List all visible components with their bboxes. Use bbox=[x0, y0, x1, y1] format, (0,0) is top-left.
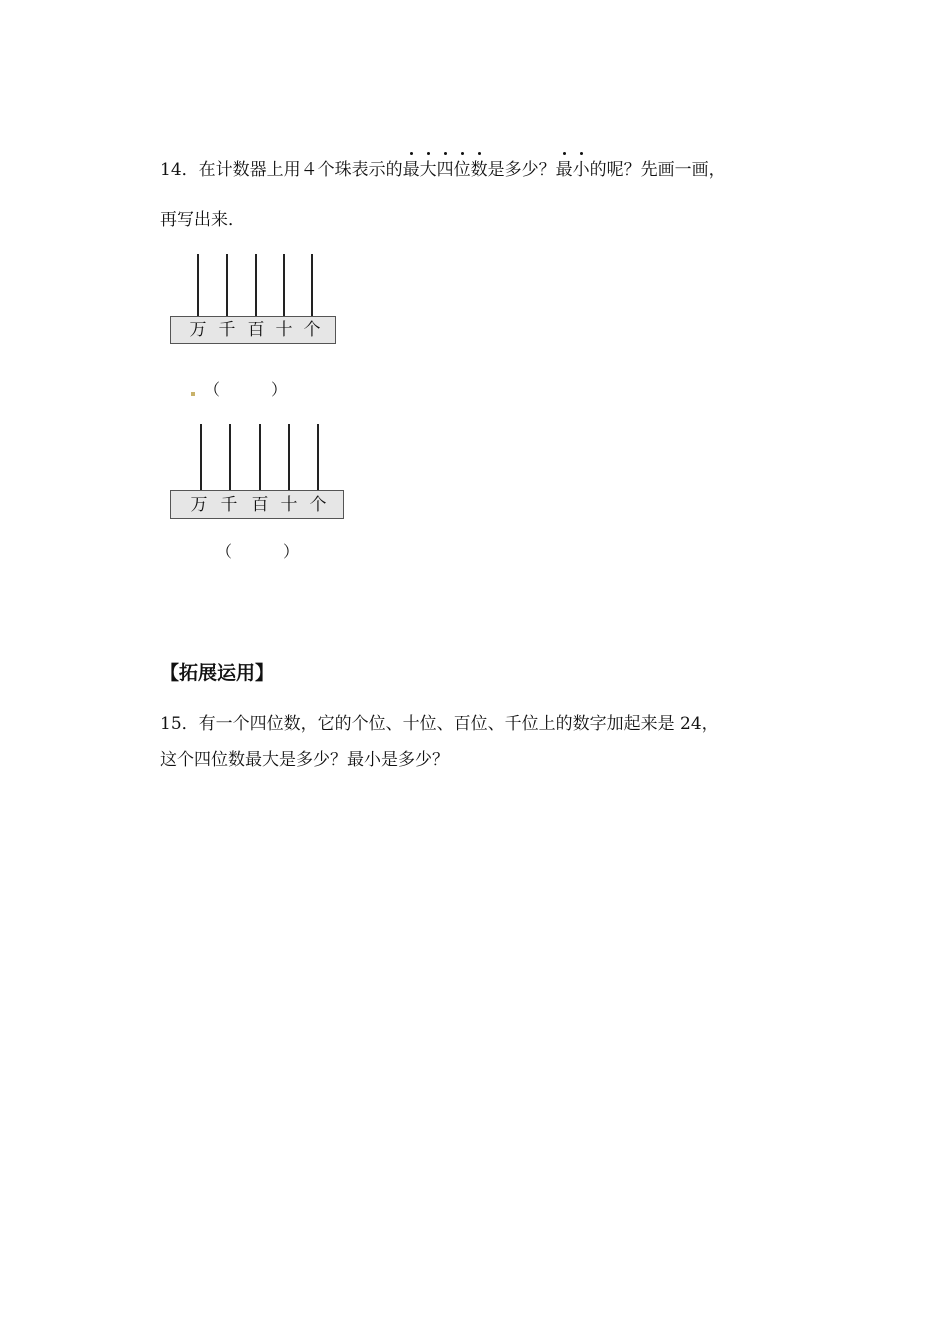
place-label-wan: 万 bbox=[190, 494, 208, 515]
abacus-rod bbox=[311, 254, 313, 316]
section-heading: 【拓展运用】 bbox=[160, 662, 275, 684]
emphasized-char: 数 bbox=[470, 160, 488, 180]
place-label-bai: 百 bbox=[247, 320, 265, 340]
answer-blank-open-2: （ bbox=[216, 542, 233, 561]
emphasized-char: 最 bbox=[555, 160, 573, 180]
place-label-shi: 十 bbox=[275, 320, 293, 340]
abacus-diagram-2 bbox=[170, 424, 344, 520]
emphasized-char: 大 bbox=[419, 160, 437, 180]
question-14-prefix: 14．在计数器上用４个珠表示的 bbox=[160, 160, 403, 180]
place-label-ge: 个 bbox=[303, 320, 321, 340]
emphasized-char: 四 bbox=[436, 160, 454, 180]
place-label-shi: 十 bbox=[280, 494, 298, 515]
place-label-qian: 千 bbox=[220, 494, 238, 515]
abacus-rod bbox=[317, 424, 319, 490]
answer-blank-open-1: （ bbox=[204, 380, 221, 399]
question-15-line-2: 这个四位数最大是多少？最小是多少？ bbox=[160, 750, 449, 770]
place-label-bai: 百 bbox=[251, 494, 269, 515]
abacus-rod bbox=[229, 424, 231, 490]
answer-blank-close-1: ） bbox=[271, 380, 288, 399]
abacus-rod bbox=[283, 254, 285, 316]
abacus-rod bbox=[197, 254, 199, 316]
question-14-mid: 是多少？ bbox=[487, 160, 556, 180]
question-14-line-2: 再写出来． bbox=[160, 210, 245, 230]
question-14-line-1 bbox=[160, 158, 726, 182]
emphasized-char: 最 bbox=[402, 160, 420, 180]
place-label-qian: 千 bbox=[218, 320, 236, 340]
abacus-rod bbox=[288, 424, 290, 490]
question-15-line-1: 15．有一个四位数，它的个位、十位、百位、千位上的数字加起来是 24， bbox=[160, 714, 719, 734]
emphasized-char: 位 bbox=[453, 160, 471, 180]
place-label-ge: 个 bbox=[309, 494, 327, 515]
abacus-rod bbox=[259, 424, 261, 490]
abacus-rod bbox=[226, 254, 228, 316]
emphasized-char: 小 bbox=[572, 160, 590, 180]
abacus-base bbox=[170, 316, 336, 344]
abacus-base bbox=[170, 490, 344, 519]
question-14-suffix: 的呢？先画一画， bbox=[589, 160, 726, 180]
place-label-wan: 万 bbox=[189, 320, 207, 340]
answer-blank-close-2: ） bbox=[283, 542, 300, 561]
abacus-rod bbox=[255, 254, 257, 316]
abacus-diagram-1 bbox=[170, 254, 336, 344]
small-marker bbox=[191, 392, 195, 396]
abacus-rod bbox=[200, 424, 202, 490]
